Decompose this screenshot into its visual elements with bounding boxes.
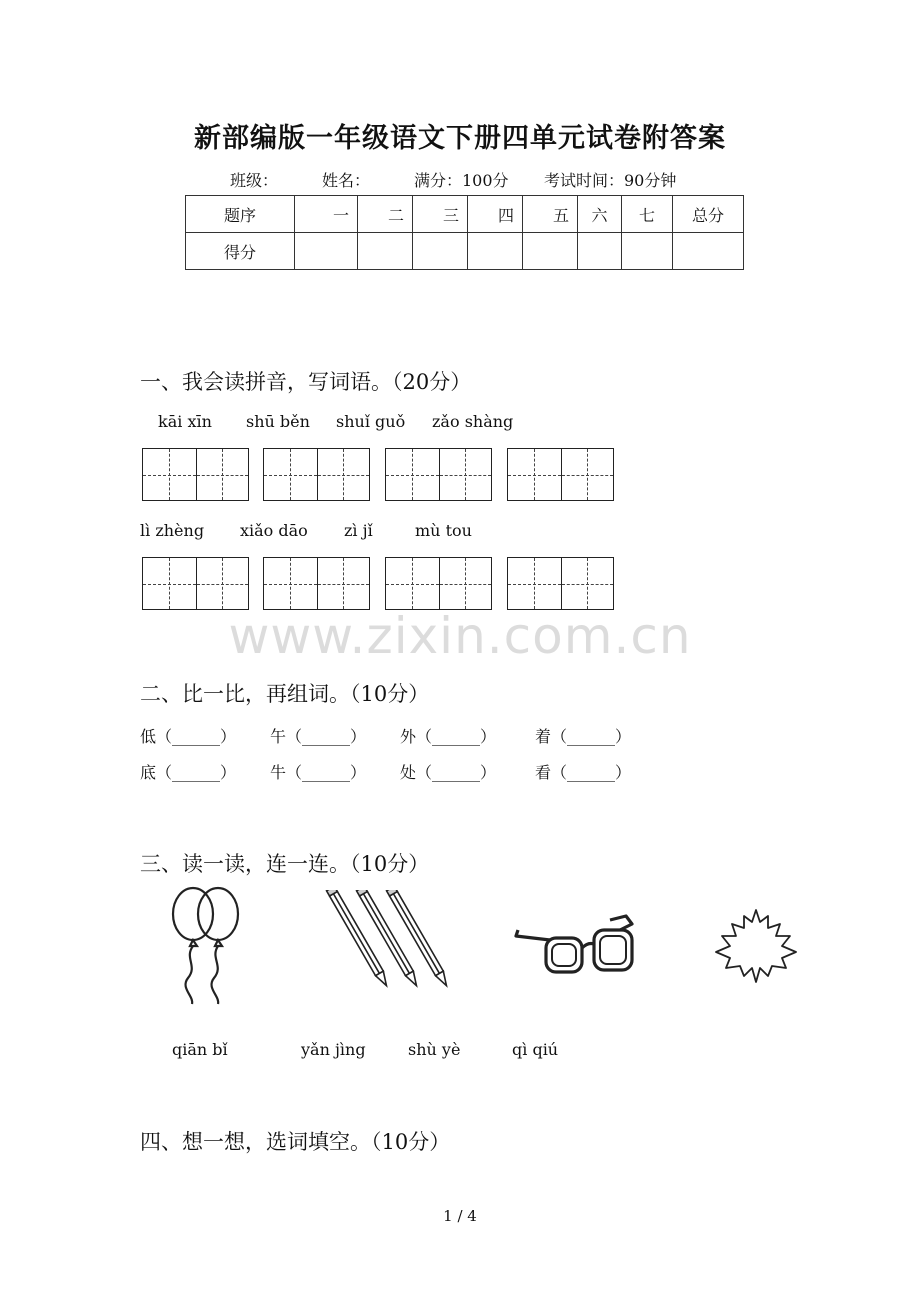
table-cell: 六 xyxy=(578,196,622,233)
pinyin-label: mù tou xyxy=(415,521,472,540)
score-input-cell[interactable] xyxy=(468,233,523,270)
pinyin-label[interactable]: qiān bǐ xyxy=(172,1040,228,1059)
compare-item[interactable]: 看（______） xyxy=(535,763,632,782)
section1-heading: 一、我会读拼音，写词语。（20分） xyxy=(140,370,472,394)
score-input-cell[interactable] xyxy=(295,233,358,270)
pinyin-label[interactable]: yǎn jìng xyxy=(301,1040,366,1059)
score-table-header-row xyxy=(186,196,744,233)
pinyin-label: shū běn xyxy=(246,412,310,431)
writing-cell[interactable] xyxy=(196,449,249,500)
writing-cell[interactable] xyxy=(143,558,196,609)
score-table-score-row xyxy=(186,233,744,270)
writing-cell[interactable] xyxy=(508,558,561,609)
compare-item[interactable]: 处（______） xyxy=(400,763,497,782)
table-cell: 五 xyxy=(523,196,578,233)
writing-grid[interactable] xyxy=(263,448,370,501)
writing-cell[interactable] xyxy=(561,449,614,500)
score-input-cell[interactable] xyxy=(673,233,744,270)
page-number: 1 / 4 xyxy=(443,1207,477,1225)
pencils-icon[interactable] xyxy=(325,890,460,996)
balloon-icon[interactable] xyxy=(166,886,246,1008)
compare-item[interactable]: 外（______） xyxy=(400,727,497,746)
score-input-cell[interactable] xyxy=(358,233,413,270)
score-input-cell[interactable] xyxy=(413,233,468,270)
writing-cell[interactable] xyxy=(386,449,439,500)
score-input-cell[interactable] xyxy=(523,233,578,270)
table-cell: 二 xyxy=(358,196,413,233)
writing-grid[interactable] xyxy=(385,557,492,610)
leaf-icon[interactable] xyxy=(712,908,800,984)
pinyin-label: shuǐ guǒ xyxy=(336,412,406,431)
section4-heading: 四、想一想，选词填空。（10分） xyxy=(140,1130,451,1154)
watermark: www.zixin.com.cn xyxy=(228,607,692,665)
table-cell: 一 xyxy=(295,196,358,233)
section2-heading: 二、比一比，再组词。（10分） xyxy=(140,682,430,706)
name-label: 姓名： xyxy=(322,171,371,190)
pinyin-label: kāi xīn xyxy=(158,412,212,431)
pinyin-label[interactable]: qì qiú xyxy=(512,1040,559,1059)
glasses-icon[interactable] xyxy=(514,912,638,978)
writing-cell[interactable] xyxy=(439,449,492,500)
writing-cell[interactable] xyxy=(264,558,317,609)
writing-grid[interactable] xyxy=(142,448,249,501)
writing-cell[interactable] xyxy=(317,558,370,609)
table-cell: 得分 xyxy=(186,233,295,270)
pinyin-label: zì jǐ xyxy=(344,521,373,540)
score-table xyxy=(185,195,744,270)
pinyin-label: lì zhèng xyxy=(140,521,205,540)
pinyin-label: zǎo shàng xyxy=(432,412,514,431)
writing-grid[interactable] xyxy=(507,557,614,610)
compare-item[interactable]: 低（______） xyxy=(140,727,237,746)
writing-cell[interactable] xyxy=(264,449,317,500)
writing-grid[interactable] xyxy=(507,448,614,501)
writing-grid[interactable] xyxy=(142,557,249,610)
compare-item[interactable]: 牛（______） xyxy=(270,763,367,782)
pinyin-label: xiǎo dāo xyxy=(240,521,308,540)
table-cell: 题序 xyxy=(186,196,295,233)
table-cell: 总分 xyxy=(673,196,744,233)
pinyin-label[interactable]: shù yè xyxy=(408,1040,461,1059)
writing-cell[interactable] xyxy=(561,558,614,609)
score-input-cell[interactable] xyxy=(578,233,622,270)
score-input-cell[interactable] xyxy=(622,233,673,270)
writing-cell[interactable] xyxy=(196,558,249,609)
writing-cell[interactable] xyxy=(317,449,370,500)
writing-cell[interactable] xyxy=(386,558,439,609)
table-cell: 七 xyxy=(622,196,673,233)
compare-item[interactable]: 底（______） xyxy=(140,763,237,782)
writing-grid[interactable] xyxy=(385,448,492,501)
compare-item[interactable]: 着（______） xyxy=(535,727,632,746)
class-label: 班级： xyxy=(230,171,279,190)
table-cell: 四 xyxy=(468,196,523,233)
time-label: 考试时间：90分钟 xyxy=(544,171,677,190)
compare-item[interactable]: 午（______） xyxy=(270,727,367,746)
writing-cell[interactable] xyxy=(439,558,492,609)
writing-grid[interactable] xyxy=(263,557,370,610)
full-score-label: 满分：100分 xyxy=(414,171,509,190)
writing-cell[interactable] xyxy=(508,449,561,500)
section3-heading: 三、读一读，连一连。（10分） xyxy=(140,852,430,876)
page-title: 新部编版一年级语文下册四单元试卷附答案 xyxy=(194,123,726,154)
table-cell: 三 xyxy=(413,196,468,233)
writing-cell[interactable] xyxy=(143,449,196,500)
